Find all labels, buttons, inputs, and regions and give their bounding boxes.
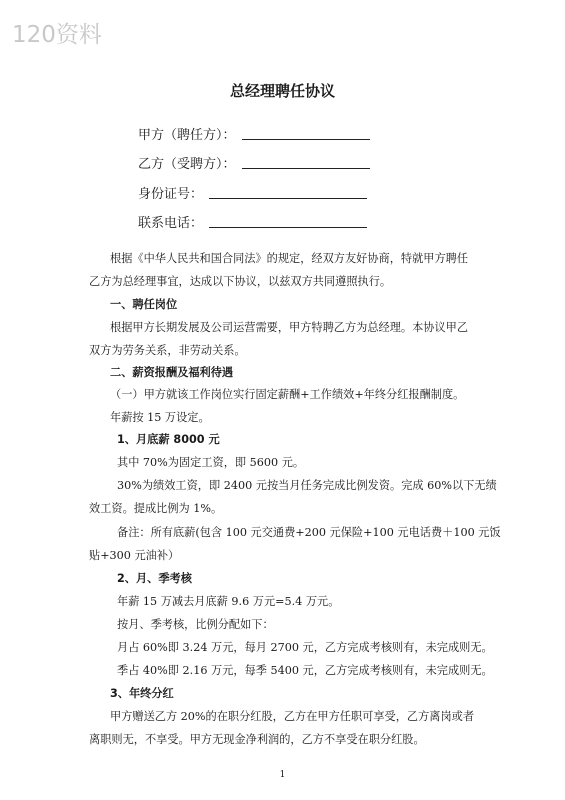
body-line: （一）甲方就该工作岗位实行固定薪酬+工作绩效+年终分红报酬制度。 [110, 388, 465, 401]
body-line: 其中 70%为固定工资，即 5600 元。 [117, 456, 305, 469]
field-phone-label: 联系电话： [138, 216, 204, 231]
body-line: 乙方为总经理事宜，达成以下协议，以兹双方共同遵照执行。 [89, 275, 392, 288]
body-line: 年薪按 15 万设定。 [110, 411, 210, 424]
body-line: 季占 40%即 2.16 万元，每季 5400 元，乙方完成考核则有，未完成则无。 [117, 664, 493, 677]
body-line: 效工资。提成比例为 1%。 [89, 502, 223, 515]
body-line: 双方为劳务关系，非劳动关系。 [89, 344, 246, 357]
subsection-heading: 3、年终分红 [110, 687, 174, 700]
field-phone-blank[interactable] [209, 226, 367, 228]
field-id-number [138, 183, 367, 202]
body-line: 按月、季考核，比例分配如下： [117, 618, 274, 631]
body-line: 甲方赠送乙方 20%的在职分红股，乙方在甲方任职可享受，乙方离岗或者 [110, 710, 475, 723]
page-number: 1 [279, 770, 286, 780]
section-heading: 二、薪资报酬及福利待遇 [110, 366, 234, 379]
body-line: 月占 60%即 3.24 万元，每月 2700 元，乙方完成考核则有，未完成则无。 [117, 641, 493, 654]
body-line: 根据甲方长期发展及公司运营需要，甲方特聘乙方为总经理。本协议甲乙 [110, 321, 469, 334]
field-id-number-label: 身份证号： [138, 187, 204, 202]
field-party-b-label: 乙方（受聘方）： [138, 157, 236, 172]
subsection-heading: 1、月底薪 8000 元 [117, 433, 220, 446]
field-party-b-blank[interactable] [242, 167, 370, 169]
body-line: 年薪 15 万减去月底薪 9.6 万元=5.4 万元。 [117, 595, 340, 608]
field-id-number-blank[interactable] [209, 197, 367, 199]
body-line: 贴+300 元油补） [89, 549, 180, 562]
watermark: 120资料 [12, 22, 102, 48]
body-line: 备注：所有底薪(包含 100 元交通费+200 元保险+100 元电话费＋100 元饭 [117, 526, 501, 539]
field-phone [138, 212, 367, 231]
body-line: 离职则无，不享受。甲方无现金净利润的，乙方不享受在职分红股。 [89, 733, 425, 746]
document-title: 总经理聘任协议 [229, 82, 335, 100]
field-party-a-blank[interactable] [242, 138, 370, 140]
field-party-a [138, 124, 370, 143]
body-line: 30%为绩效工资，即 2400 元按当月任务完成比例发资。完成 60%以下无绩 [117, 479, 497, 492]
field-party-a-label: 甲方（聘任方）： [138, 128, 236, 143]
section-heading: 一、聘任岗位 [110, 298, 178, 311]
field-party-b [138, 153, 370, 172]
body-line: 根据《中华人民共和国合同法》的规定，经双方友好协商，特就甲方聘任 [110, 252, 469, 265]
subsection-heading: 2、月、季考核 [117, 572, 192, 585]
